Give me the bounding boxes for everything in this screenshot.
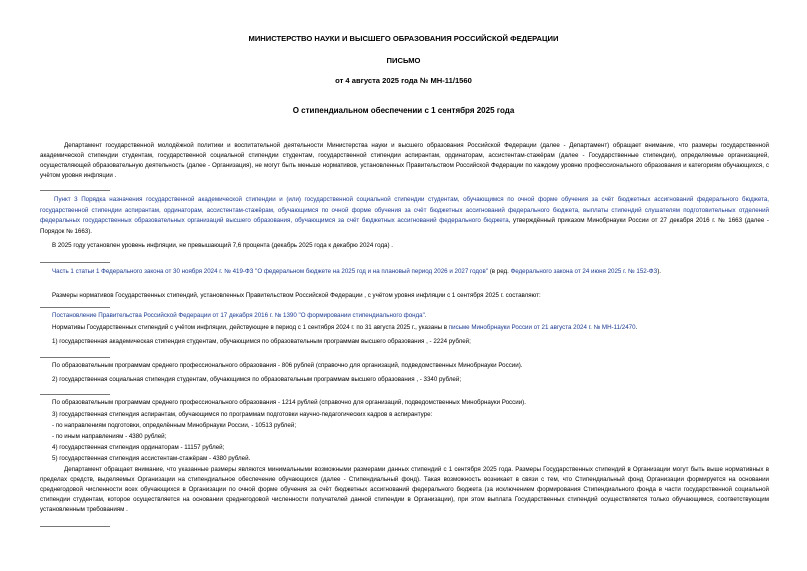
item-resident-stipend: 4) государственная стипендия ординаторам - 11157 рублей; — [52, 444, 225, 451]
footnote-divider — [40, 526, 110, 527]
item-postgrad-stipend: 3) государственная стипендия аспирантам, обучающимся по программам подготовки научно-педагогических кадров в аспирантуре: — [52, 411, 433, 418]
footnote-4-link[interactable]: письме Минобрнауки России от 21 августа 2024 г. № МН-11/2470 — [448, 324, 636, 331]
footnote-6: По образовательным программам среднего профессионального образования - 1214 рублей (справочно для организаций, подведомственных Минобрнауки России). — [52, 399, 526, 406]
footnote-divider — [40, 394, 110, 395]
paragraph-intro: Департамент государственной молодёжной политики и воспитательной деятельности Министерства науки и высшего образования Российской Федерации (далее - Департамент) обращает внимание, что размеры государственной академической стипендии студентам, государственной социальной стипендии студентам, государственной стипендии аспирантам, ординаторам, ассистентам-стажёрам (далее - Государственные стипендии), определяемые организацией, осуществляющей образовательную деятельность (далее - Организация), не могут быть меньше нормативов, установленных Правительством Российской Федерации по каждому уровню профессионального образования и категориям обучающихся, с учётом уровня инфляции . — [40, 142, 769, 179]
footnote-divider — [40, 262, 110, 263]
paragraph-conclusion: Департамент обращает внимание, что указанные размеры являются минимальными возможными размерами данных стипендий с 1 сентября 2025 года. Размеры Государственных стипендий в Организации могут быть выше нормативных в пределах средств, выделяемых Организации на стипендиальное обеспечение обучающихся (далее - Стипендиальный фонд). Такая возможность возникает в связи с тем, что Стипендиальный фонд Организации формируется на основании среднегодовой численности всех обучающихся в Организации по очной форме обучения за счёт бюджетных ассигнований федерального бюджета (за исключением формирования Стипендиального фонда в части государственной социальной стипендии студентам, которое осуществляется на основании среднегодовой численности получателей данной стипендии в Организации), при этом выплата Государственных стипендий осуществляется только обучающимся, соответствующим установленным требованиям . — [40, 466, 769, 513]
item-academic-stipend: 1) государственная академическая стипендия студентам, обучающимся по образовательным программам высшего образования , - 2224 рублей; — [52, 338, 471, 345]
footnote-3-link[interactable]: Постановление Правительства Российской Федерации от 17 декабря 2016 г. № 1390 "О формировании стипендиального фонда". — [52, 312, 427, 319]
footnote-divider — [40, 190, 110, 191]
footnote-divider — [40, 357, 110, 358]
footnote-2-link-law[interactable]: Часть 1 статьи 1 Федерального закона от 30 ноября 2024 г. № 419-ФЗ "О федеральном бюджете на 2025 год и на плановый период 2026 и 2027 годов" — [52, 268, 488, 275]
footnote-1-text: , утверждённый приказом Минобрнауки России от 27 декабря 2016 г. № 1663 (далее - Порядок № 1663). — [40, 217, 769, 235]
item-social-stipend: 2) государственная социальная стипендия студентам, обучающимся по образовательным программам высшего образования , - 3340 рублей; — [52, 376, 462, 383]
footnote-4 — [52, 323, 772, 333]
item-postgrad-priority: - по направлениям подготовки, определённым Минобрнауки России, - 10513 рублей; — [52, 422, 297, 429]
footnote-2-end: ). — [657, 268, 661, 275]
footnote-4-end: . — [635, 324, 638, 331]
footnote-5: По образовательным программам среднего профессионального образования - 806 рублей (справочно для организаций, подведомственных Минобрнауки России). — [52, 362, 523, 369]
item-postgrad-other: - по иным направлениям - 4380 рублей; — [52, 433, 167, 440]
footnote-1-link[interactable]: Пункт 3 Порядка назначения государственной академической стипендии и (или) государственной социальной стипендии студентам, обучающимся по очной форме обучения за счёт бюджетных ассигнований федерального бюджета, государственной стипендии аспирантам, ординаторам, ассистентам-стажёрам, обучающимся по очной форме обучения за счёт бюджетных ассигнований федерального бюджета, выплаты стипендий слушателям подготовительных отделений федеральных государственных образовательных организаций высшего образования, обучающимся за счёт бюджетных ассигнований федерального бюджета — [40, 196, 769, 224]
footnote-3 — [52, 311, 772, 321]
paragraph-norms: Размеры нормативов Государственных стипендий, установленных Правительством Российской Федерации , с учётом уровня инфляции с 1 сентября 2025 г. составляют: — [52, 292, 541, 299]
footnote-1 — [40, 195, 769, 237]
footnote-divider — [40, 307, 110, 308]
footnote-2 — [40, 267, 769, 278]
item-assistant-stipend: 5) государственная стипендия ассистентам-стажёрам - 4380 рублей. — [52, 455, 251, 462]
footnote-2-link-amendment[interactable]: Федерального закона от 24 июня 2025 г. № 152-ФЗ — [510, 268, 658, 275]
document-type: ПИСЬМО — [386, 56, 421, 65]
footnote-2-text: (в ред. — [487, 268, 511, 275]
footnote-4-text: Нормативы Государственных стипендий с учётом инфляции, действующие в период с 1 сентября 2024 г. по 31 августа 2025 г., указаны в — [52, 324, 449, 331]
date-number: от 4 августа 2025 года № МН-11/1560 — [335, 76, 472, 85]
footnote-1-inflation: В 2025 году установлен уровень инфляции, не превышающий 7,6 процента (декабрь 2025 года к декабрю 2024 года) . — [52, 242, 393, 249]
document-subject: О стипендиальном обеспечении с 1 сентября 2025 года — [292, 106, 515, 115]
ministry-title: МИНИСТЕРСТВО НАУКИ И ВЫСШЕГО ОБРАЗОВАНИЯ РОССИЙСКОЙ ФЕДЕРАЦИИ — [248, 34, 559, 43]
